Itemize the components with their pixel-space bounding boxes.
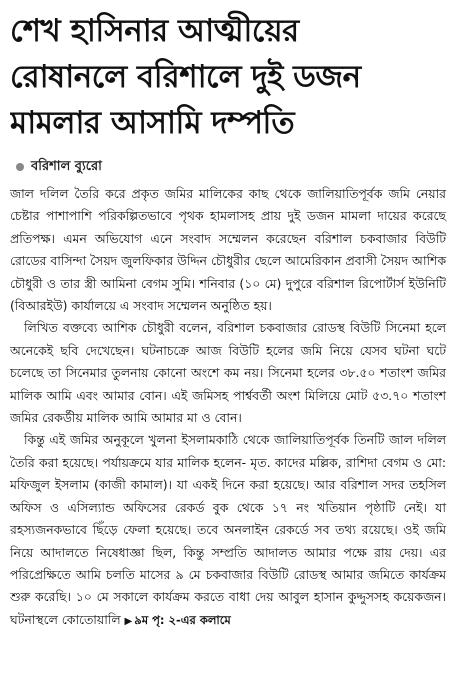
paragraph-2: লিখিত বক্তব্যে আশিক চৌধুরী বলেন, বরিশাল চকবাজার রোডস্থ বিউটি সিনেমা হলে অনেকেই ছবি দেখেছেন। ঘটনাচক্রে আজ বিউটি হলের জমি নিয়ে যেসব ঘটনা ঘটে চলেছে তা সিনেমার তুলনায় কোনো অংশে কম নয়। সিনেমা হলের ৩৮.৫০ শতাংশ জমির মালিক আমি এবং আমার বোন। এই জমিসহ পার্শ্ববর্তী অংশ মিলিয়ে মোট ৫৩.৭০ শতাংশ জমির রেকর্ডীয় মালিক আমি আমার মা ও বোন। bbox=[10, 320, 446, 426]
paragraph-3-text: কিন্তু এই জমির অনুকূলে খুলনা ইসলামকাঠি থেকে জালিয়াতিপূর্বক তিনটি জাল দলিল তৈরি করা হয়েছে। পর্যায়ক্রমে যার মালিক হলেন- মৃত. কাদের মল্লিক, রাশিদা বেগম ও মো: মফিজুল ইসলাম (কাজী কামাল)। যা একই দিনে করা হয়েছে। আর বরিশাল সদর তহসিল অফিস ও এসিল্যান্ড অফিসের রেকর্ড বুক থেকে ১৭ নং খতিয়ান পৃষ্ঠাটি নেই। যা রহস্যজনকভাবে ছিঁড়ে ফেলা হয়েছে। তবে অনলাইন রেকর্ডে সব তথ্য রয়েছে। ওই জমি নিয়ে আদালতে নিষেধাজ্ঞা ছিল, কিন্তু সম্প্রতি আদালত আমার পক্ষে রায় দেয়। এর পরিপ্রেক্ষিতে আমি চলতি মাসের ৯ মে চকবাজার বিউটি রোডস্থ আমার জমিতে কার্যক্রম শুরু করেছি। ১০ মে সকালে কার্যক্রম করতে বাধা দেয় আবুল হাসান কুদ্দুসসহ কয়েকজন। ঘটনাস্থলে কোতোয়ালি bbox=[10, 432, 446, 627]
byline-text: বরিশাল ব্যুরো bbox=[31, 158, 102, 174]
continued-on-link[interactable] bbox=[125, 613, 231, 627]
paragraph-3 bbox=[10, 429, 446, 633]
byline bbox=[10, 158, 446, 176]
headline-line-3: মামলার আসামি দম্পতি bbox=[10, 105, 295, 141]
continued-on-text: ৯ম পৃ: ২-এর কলামে bbox=[134, 612, 231, 627]
headline bbox=[10, 8, 446, 146]
article-body bbox=[10, 183, 446, 633]
headline-line-2: রোষানলে বরিশালে দুই ডজন bbox=[10, 59, 361, 95]
headline-line-1: শেখ হাসিনার আত্মীয়ের bbox=[10, 13, 299, 49]
bullet-dot-icon bbox=[16, 163, 24, 171]
triangle-right-icon: ▶ bbox=[124, 615, 133, 627]
paragraph-1: জাল দলিল তৈরি করে প্রকৃত জমির মালিকের কাছ থেকে জালিয়াতিপূর্বক জমি নেয়ার চেষ্টার পাশাপাশি পরিকল্পিতভাবে পৃথক হামলাসহ প্রায় দুই ডজন মামলা দায়ের করেছে প্রতিপক্ষ। এমন অভিযোগ এনে সংবাদ সম্মেলন করেছেন বরিশাল চকবাজার বিউটি রোডের বাসিন্দা সৈয়দ জুলফিকার উদ্দিন চৌধুরীর ছেলে আমেরিকান প্রবাসী সৈয়দ আশিক চৌধুরী ও তার স্ত্রী আমিনা বেগম সুমি। শনিবার (১০ মে) দুপুরে বরিশাল রিপোর্টার্স ইউনিটি (বিআরইউ) কার্যালয়ে এ সংবাদ সম্মেলন অনুষ্ঠিত হয়। bbox=[10, 186, 446, 314]
